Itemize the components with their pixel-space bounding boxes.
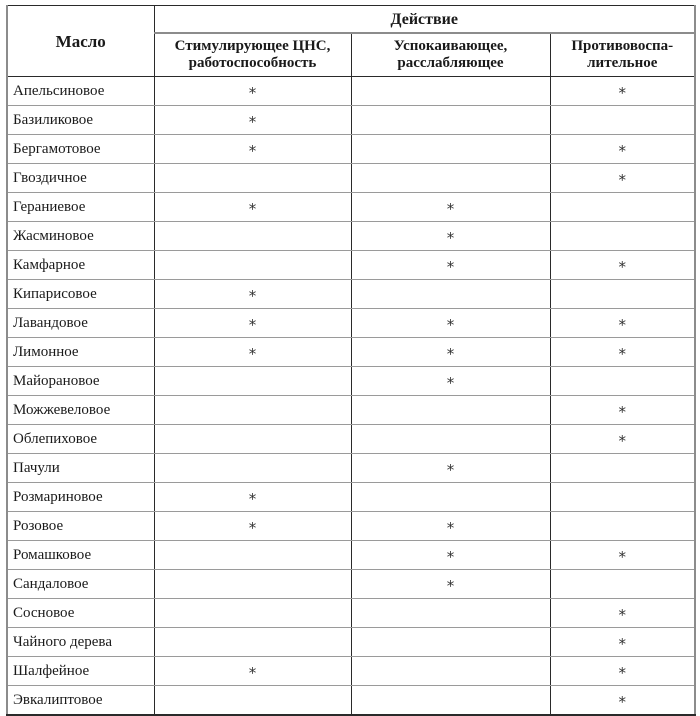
cell-calming xyxy=(351,686,550,716)
oil-name-cell: Ромашковое xyxy=(7,541,154,570)
cell-calming: * xyxy=(351,222,550,251)
table-row xyxy=(7,425,695,454)
table-row xyxy=(7,686,695,716)
table-row xyxy=(7,338,695,367)
cell-anti-inflammatory: * xyxy=(550,77,695,106)
oil-name-cell: Жасминовое xyxy=(7,222,154,251)
cell-calming xyxy=(351,396,550,425)
cell-calming: * xyxy=(351,338,550,367)
essential-oils-table xyxy=(6,5,696,716)
oil-name-cell: Гвоздичное xyxy=(7,164,154,193)
table-row xyxy=(7,483,695,512)
cell-calming xyxy=(351,657,550,686)
table-row xyxy=(7,77,695,106)
table-row xyxy=(7,309,695,338)
table-row xyxy=(7,512,695,541)
cell-stimulating xyxy=(154,570,351,599)
cell-stimulating xyxy=(154,599,351,628)
cell-stimulating xyxy=(154,425,351,454)
table-row xyxy=(7,135,695,164)
cell-calming: * xyxy=(351,251,550,280)
cell-stimulating xyxy=(154,628,351,657)
table-row xyxy=(7,628,695,657)
cell-anti-inflammatory xyxy=(550,280,695,309)
table-row xyxy=(7,280,695,309)
table-row xyxy=(7,657,695,686)
column-header-stimulating: Стимулирующее ЦНС, работоспособность xyxy=(154,33,351,77)
cell-stimulating: * xyxy=(154,106,351,135)
cell-anti-inflammatory xyxy=(550,193,695,222)
oil-name-cell: Гераниевое xyxy=(7,193,154,222)
cell-stimulating: * xyxy=(154,483,351,512)
oil-name-cell: Майорановое xyxy=(7,367,154,396)
oil-name-cell: Бергамотовое xyxy=(7,135,154,164)
cell-anti-inflammatory: * xyxy=(550,396,695,425)
cell-calming xyxy=(351,77,550,106)
table-header xyxy=(7,6,695,77)
cell-anti-inflammatory: * xyxy=(550,309,695,338)
oil-name-cell: Лимонное xyxy=(7,338,154,367)
cell-calming xyxy=(351,483,550,512)
oil-name-cell: Сосновое xyxy=(7,599,154,628)
cell-anti-inflammatory xyxy=(550,106,695,135)
cell-stimulating xyxy=(154,251,351,280)
table-row xyxy=(7,541,695,570)
cell-stimulating: * xyxy=(154,309,351,338)
oil-name-cell: Розовое xyxy=(7,512,154,541)
table-row xyxy=(7,454,695,483)
cell-anti-inflammatory: * xyxy=(550,686,695,716)
cell-calming: * xyxy=(351,309,550,338)
cell-anti-inflammatory: * xyxy=(550,425,695,454)
column-group-header-action: Действие xyxy=(154,6,695,34)
cell-stimulating xyxy=(154,164,351,193)
oil-name-cell: Пачули xyxy=(7,454,154,483)
cell-stimulating: * xyxy=(154,512,351,541)
cell-anti-inflammatory xyxy=(550,512,695,541)
cell-anti-inflammatory xyxy=(550,454,695,483)
cell-anti-inflammatory: * xyxy=(550,251,695,280)
oil-name-cell: Камфарное xyxy=(7,251,154,280)
cell-anti-inflammatory: * xyxy=(550,541,695,570)
cell-calming xyxy=(351,628,550,657)
table-body xyxy=(7,77,695,716)
cell-calming xyxy=(351,280,550,309)
cell-stimulating xyxy=(154,541,351,570)
cell-stimulating xyxy=(154,686,351,716)
oil-name-cell: Шалфейное xyxy=(7,657,154,686)
cell-anti-inflammatory: * xyxy=(550,599,695,628)
cell-calming: * xyxy=(351,512,550,541)
table-row xyxy=(7,106,695,135)
cell-anti-inflammatory xyxy=(550,367,695,396)
cell-anti-inflammatory: * xyxy=(550,338,695,367)
cell-stimulating xyxy=(154,367,351,396)
cell-anti-inflammatory xyxy=(550,222,695,251)
table-row xyxy=(7,251,695,280)
cell-stimulating: * xyxy=(154,280,351,309)
oil-name-cell: Лавандовое xyxy=(7,309,154,338)
cell-calming xyxy=(351,425,550,454)
table-row xyxy=(7,570,695,599)
table-row xyxy=(7,222,695,251)
oil-name-cell: Кипарисовое xyxy=(7,280,154,309)
cell-anti-inflammatory: * xyxy=(550,164,695,193)
cell-calming: * xyxy=(351,454,550,483)
table-row xyxy=(7,193,695,222)
cell-stimulating: * xyxy=(154,193,351,222)
cell-stimulating: * xyxy=(154,77,351,106)
cell-stimulating: * xyxy=(154,338,351,367)
oil-name-cell: Облепиховое xyxy=(7,425,154,454)
header-row-top xyxy=(7,6,695,34)
cell-stimulating xyxy=(154,396,351,425)
column-header-calming: Успокаивающее, расслабляющее xyxy=(351,33,550,77)
cell-anti-inflammatory xyxy=(550,483,695,512)
cell-stimulating xyxy=(154,222,351,251)
oil-name-cell: Сандаловое xyxy=(7,570,154,599)
cell-anti-inflammatory xyxy=(550,570,695,599)
cell-calming xyxy=(351,106,550,135)
cell-anti-inflammatory: * xyxy=(550,657,695,686)
oil-name-cell: Эвкалиптовое xyxy=(7,686,154,716)
table-row xyxy=(7,396,695,425)
column-header-oil: Масло xyxy=(7,6,154,77)
cell-calming xyxy=(351,164,550,193)
oil-name-cell: Розмариновое xyxy=(7,483,154,512)
cell-calming: * xyxy=(351,193,550,222)
cell-stimulating: * xyxy=(154,135,351,164)
cell-calming xyxy=(351,599,550,628)
table-row xyxy=(7,164,695,193)
table-row xyxy=(7,599,695,628)
cell-calming xyxy=(351,135,550,164)
table-row xyxy=(7,367,695,396)
oil-name-cell: Можжевеловое xyxy=(7,396,154,425)
cell-stimulating xyxy=(154,454,351,483)
cell-calming: * xyxy=(351,570,550,599)
cell-calming: * xyxy=(351,541,550,570)
cell-anti-inflammatory: * xyxy=(550,628,695,657)
cell-anti-inflammatory: * xyxy=(550,135,695,164)
cell-calming: * xyxy=(351,367,550,396)
oil-name-cell: Чайного дерева xyxy=(7,628,154,657)
oil-name-cell: Базиликовое xyxy=(7,106,154,135)
column-header-anti-inflammatory: Противовоспа- лительное xyxy=(550,33,695,77)
oil-name-cell: Апельсиновое xyxy=(7,77,154,106)
cell-stimulating: * xyxy=(154,657,351,686)
